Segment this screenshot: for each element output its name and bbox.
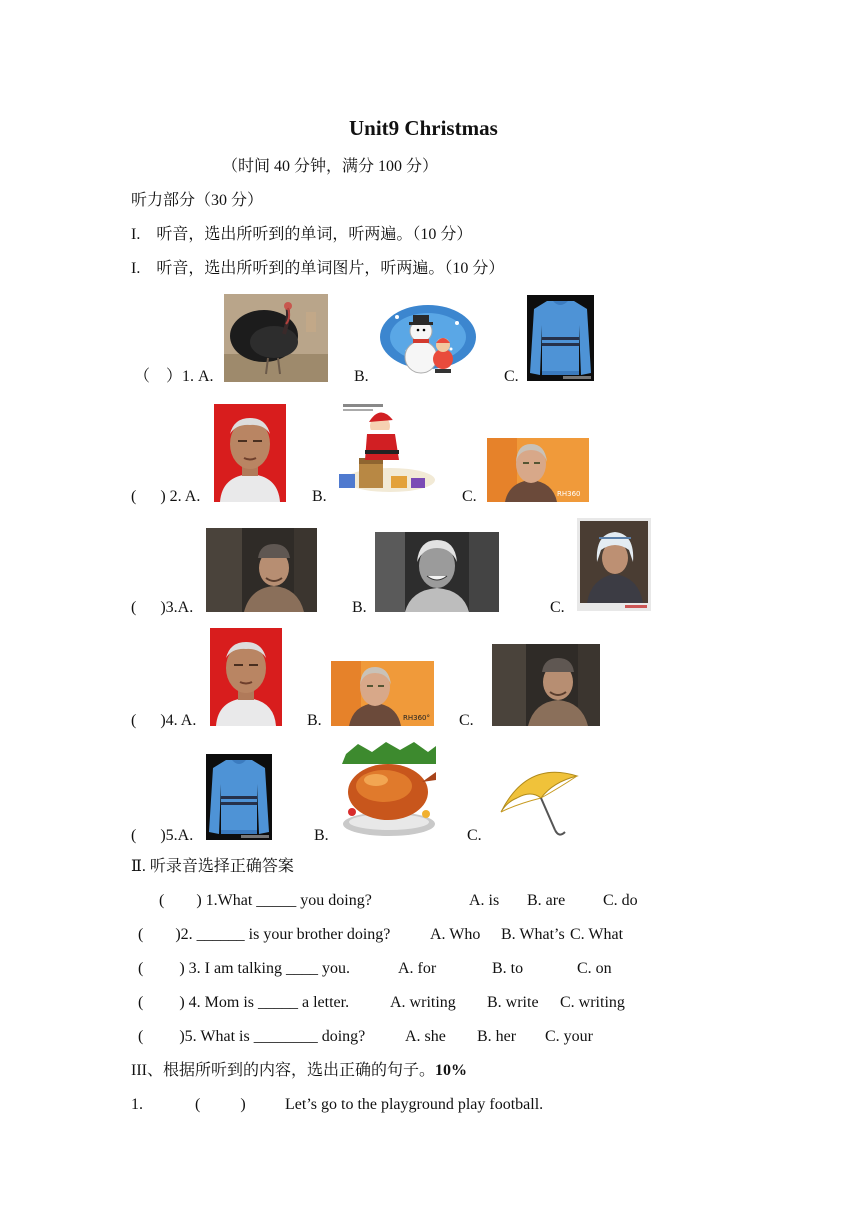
q2-option-c: C.: [462, 488, 477, 505]
s2-q4: ( ) 4. Mom is _____ a letter.: [138, 994, 350, 1011]
q5-prefix: ( )5.A.: [131, 827, 194, 844]
roast-turkey-icon: [338, 738, 440, 840]
section2-header: Ⅱ. 听录音选择正确答案: [131, 858, 294, 875]
grandfather-icon: [210, 628, 282, 726]
section3-header-text: III、根据所听到的内容，选出正确的句子。: [131, 1062, 435, 1079]
umbrella-icon: [497, 768, 579, 840]
s2-q5: ( )5. What is ________ doing?: [138, 1028, 366, 1045]
grandmother-icon: [487, 438, 589, 502]
santa-claus-icon: [335, 400, 438, 498]
s2-q3: ( ) 3. I am talking ____ you.: [138, 960, 350, 977]
s2-q1-option-b: B. are: [527, 892, 566, 909]
s3-item-sentence: Let’s go to the playground play football.: [285, 1096, 544, 1113]
grandmother-icon: [331, 661, 434, 726]
old-man-cap-icon: [492, 644, 600, 726]
q1-prefix: （ ）1. A.: [134, 368, 214, 385]
page-title: Unit9 Christmas: [349, 116, 498, 140]
s2-q1: ( ) 1.What _____ you doing?: [159, 892, 372, 909]
listening-header: 听力部分（30 分）: [131, 192, 264, 209]
s2-q5-option-c: C. your: [545, 1028, 593, 1045]
s2-q4-option-a: A. writing: [390, 994, 456, 1011]
s2-q4-option-c: C. writing: [560, 994, 625, 1011]
turkey-icon: [224, 294, 328, 382]
s2-q3-option-b: B. to: [492, 960, 524, 977]
section1-instruction: I. 听音，选出所听到的单词，听两遍。（10 分）: [131, 226, 473, 243]
s2-q2-option-c: C. What: [570, 926, 624, 943]
exam-info: （时间 40 分钟，满分 100 分）: [222, 158, 439, 175]
q1-option-b: B.: [354, 368, 369, 385]
old-man-cap-icon: [206, 528, 317, 612]
s3-item-number: 1.: [131, 1096, 143, 1113]
rh360-watermark: RH360: [557, 490, 581, 498]
rh360-watermark: RH360°: [403, 714, 430, 722]
section3-header: [131, 1061, 467, 1081]
q5-option-c: C.: [467, 827, 482, 844]
s2-q2-option-a: A. Who: [430, 926, 481, 943]
s2-q5-option-b: B. her: [477, 1028, 517, 1045]
q3-option-b: B.: [352, 599, 367, 616]
section1-picture-instruction: I. 听音，选出所听到的单词图片，听两遍。（10 分）: [131, 260, 505, 277]
s2-q3-option-a: A. for: [398, 960, 437, 977]
s3-item-answer-blank: ( ): [195, 1096, 246, 1113]
snowman-icon: [377, 301, 479, 382]
q4-option-c: C.: [459, 712, 474, 729]
q2-option-b: B.: [312, 488, 327, 505]
grandfather-icon: [214, 404, 286, 502]
s2-q4-option-b: B. write: [487, 994, 539, 1011]
q4-option-b: B.: [307, 712, 322, 729]
s2-q1-option-a: A. is: [469, 892, 500, 909]
q3-option-c: C.: [550, 599, 565, 616]
s2-q3-option-c: C. on: [577, 960, 612, 977]
q1-option-c: C.: [504, 368, 519, 385]
s2-q1-option-c: C. do: [603, 892, 638, 909]
sweater-icon: [527, 295, 594, 381]
section3-header-score: 10%: [435, 1062, 467, 1079]
headscarf-woman-icon: [577, 518, 651, 611]
sweater-icon: [206, 754, 272, 840]
s2-q5-option-a: A. she: [405, 1028, 446, 1045]
q5-option-b: B.: [314, 827, 329, 844]
q2-prefix: ( ) 2. A.: [131, 488, 201, 505]
s2-q2-option-b: B. What’s: [501, 926, 565, 943]
q3-prefix: ( )3.A.: [131, 599, 194, 616]
old-woman-icon: [375, 532, 499, 612]
q4-prefix: ( )4. A.: [131, 712, 197, 729]
s2-q2: ( )2. ______ is your brother doing?: [138, 926, 391, 943]
